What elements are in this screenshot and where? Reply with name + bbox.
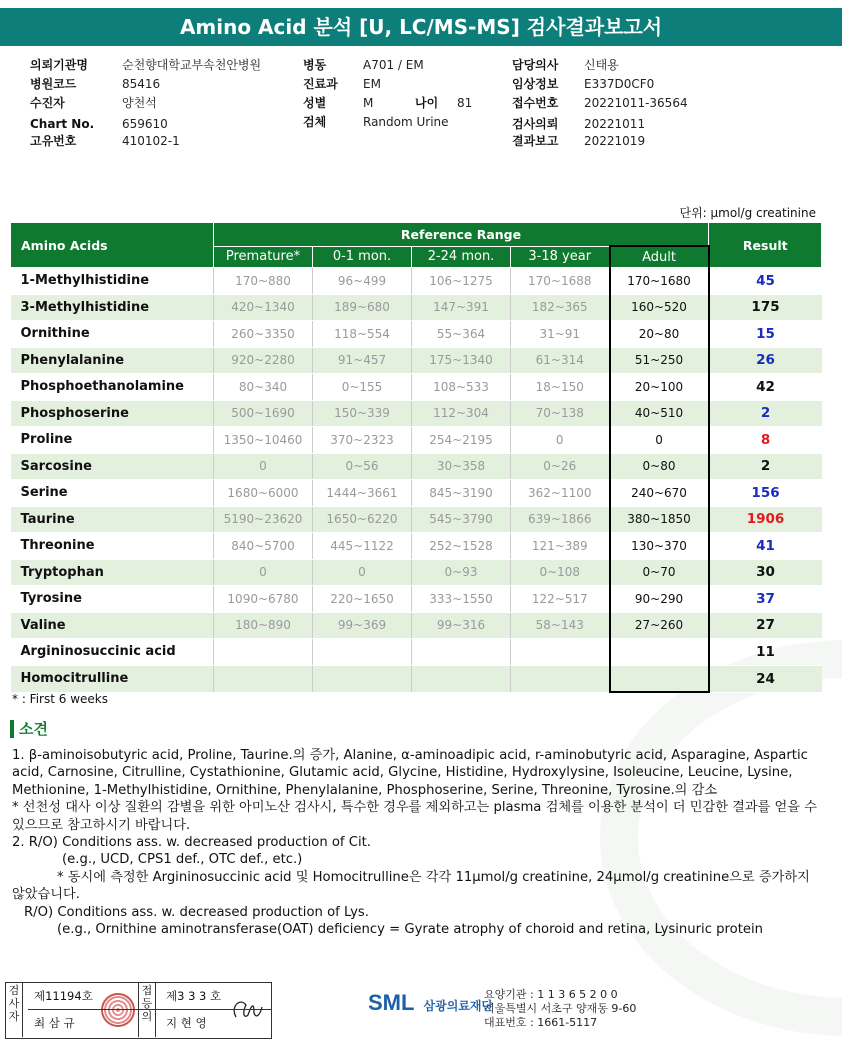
- reference-range-cell: 31~91: [511, 321, 610, 348]
- reference-range-cell: 545~3790: [412, 506, 511, 533]
- header-2-24-mon: 2-24 mon.: [412, 246, 511, 268]
- meta-value: 20221011: [584, 117, 646, 131]
- reference-range-cell: 150~339: [313, 400, 412, 427]
- inspector-name: 최 삼 규: [34, 1016, 75, 1030]
- amino-acid-name: Ornithine: [11, 321, 214, 348]
- reviewer-license: 제3 3 3 호: [166, 989, 222, 1003]
- adult-range-cell: [610, 639, 709, 666]
- finding-line: (e.g., Ornithine aminotransferase(OAT) deficiency = Gyrate atrophy of choroid and retina, Lysinuric protein: [57, 922, 764, 938]
- table-row: [11, 586, 822, 613]
- reference-range-cell: [511, 665, 610, 692]
- reference-range-cell: 420~1340: [214, 294, 313, 321]
- reference-range-cell: [412, 639, 511, 666]
- meta-label: 고유번호: [30, 134, 77, 148]
- reference-range-cell: 5190~23620: [214, 506, 313, 533]
- meta-value: 20221011-36564: [584, 96, 688, 110]
- reference-range-cell: 1090~6780: [214, 586, 313, 613]
- reference-range-cell: [412, 665, 511, 692]
- adult-range-cell: 130~370: [610, 533, 709, 560]
- meta-label: 담당의사: [512, 58, 559, 72]
- reference-range-cell: 91~457: [313, 347, 412, 374]
- amino-acid-rows: [11, 268, 822, 693]
- reference-range-cell: 260~3350: [214, 321, 313, 348]
- seal-stamp: [101, 993, 135, 1027]
- meta-value: 양천석: [122, 96, 157, 110]
- reference-range-cell: 639~1866: [511, 506, 610, 533]
- reference-range-cell: 99~369: [313, 612, 412, 639]
- reference-range-cell: 333~1550: [412, 586, 511, 613]
- amino-acid-name: Sarcosine: [11, 453, 214, 480]
- result-value: 27: [709, 612, 822, 639]
- adult-range-cell: 0~80: [610, 453, 709, 480]
- meta-label: 병동: [303, 58, 327, 72]
- meta-label: 성별: [303, 96, 327, 110]
- reference-range-cell: 96~499: [313, 268, 412, 295]
- reference-range-cell: 80~340: [214, 374, 313, 401]
- reference-range-cell: 254~2195: [412, 427, 511, 454]
- phone-line: 대표번호 : 1661-5117: [484, 1016, 598, 1029]
- result-value: 30: [709, 559, 822, 586]
- table-row: [11, 533, 822, 560]
- reference-range-cell: 920~2280: [214, 347, 313, 374]
- reference-range-cell: 0: [214, 453, 313, 480]
- result-value: 15: [709, 321, 822, 348]
- table-row: [11, 400, 822, 427]
- meta-label: 접수번호: [512, 96, 559, 110]
- table-row: [11, 347, 822, 374]
- company-name: 삼광의료재단: [423, 999, 494, 1013]
- reference-range-cell: 58~143: [511, 612, 610, 639]
- table-row: [11, 480, 822, 507]
- adult-range-cell: 90~290: [610, 586, 709, 613]
- adult-range-cell: 0~70: [610, 559, 709, 586]
- signature-mark: [228, 993, 266, 1027]
- reviewer-name: 지 현 영: [166, 1016, 207, 1030]
- header-adult: Adult: [610, 246, 709, 268]
- age-label: 나이: [415, 96, 439, 110]
- reference-range-cell: 175~1340: [412, 347, 511, 374]
- meta-value: 20221019: [584, 134, 646, 148]
- reference-range-cell: 0~93: [412, 559, 511, 586]
- header-amino-acids: Amino Acids: [11, 223, 214, 268]
- amino-acid-name: 1-Methylhistidine: [11, 268, 214, 295]
- result-value: 8: [709, 427, 822, 454]
- meta-label: 병원코드: [30, 77, 77, 91]
- reference-range-cell: 118~554: [313, 321, 412, 348]
- address-line: 서울특별시 서초구 양재동 9-60: [484, 1002, 637, 1015]
- amino-acid-name: Phenylalanine: [11, 347, 214, 374]
- finding-line: 1. β-aminoisobutyric acid, Proline, Taurine.의 증가, Alanine, α-aminoadipic acid, r-aminobutyric acid, Asparagine, Aspartic acid, Carnosine, Citrulline, Cystathionine, Glutamic acid, Glycine, Histidine, Hydroxylysine, Isoleucine, Leucine, Lysine, Methionine, 1-Methylhistidine, Ornithine, Phenylalanine, Phosphoserine, Serine, Threonine, Tyrosine.의 감소: [12, 748, 808, 798]
- reference-range-cell: [313, 639, 412, 666]
- meta-label: 진료과: [303, 77, 338, 91]
- adult-range-cell: 27~260: [610, 612, 709, 639]
- table-row: [11, 268, 822, 295]
- meta-label: 검사의뢰: [512, 117, 559, 131]
- adult-range-cell: 40~510: [610, 400, 709, 427]
- amino-acid-name: Proline: [11, 427, 214, 454]
- reference-range-cell: 182~365: [511, 294, 610, 321]
- institution-code: 요양기관 : 1 1 3 6 5 2 0 0: [484, 988, 618, 1001]
- meta-value: EM: [363, 77, 381, 91]
- result-value: 24: [709, 665, 822, 692]
- reference-range-cell: [214, 639, 313, 666]
- amino-acid-name: Tryptophan: [11, 559, 214, 586]
- reference-range-cell: 106~1275: [412, 268, 511, 295]
- reference-range-cell: 0: [511, 427, 610, 454]
- age-value: 81: [457, 96, 473, 110]
- result-value: 11: [709, 639, 822, 666]
- table-row: [11, 639, 822, 666]
- reference-range-cell: 500~1690: [214, 400, 313, 427]
- adult-range-cell: 51~250: [610, 347, 709, 374]
- sml-logo: SML: [368, 990, 415, 1015]
- company-address: [484, 988, 636, 1030]
- amino-acid-name: Valine: [11, 612, 214, 639]
- header-3-18-year: 3-18 year: [511, 246, 610, 268]
- amino-acid-name: Phosphoethanolamine: [11, 374, 214, 401]
- meta-label: 임상정보: [512, 77, 559, 91]
- reference-range-cell: 252~1528: [412, 533, 511, 560]
- reference-range-cell: 170~880: [214, 268, 313, 295]
- report-footer: [0, 980, 842, 1046]
- reference-range-cell: 30~358: [412, 453, 511, 480]
- adult-range-cell: [610, 665, 709, 692]
- amino-acid-name: Tyrosine: [11, 586, 214, 613]
- result-value: 37: [709, 586, 822, 613]
- company-logo: [368, 990, 493, 1016]
- amino-acid-table: [10, 222, 822, 693]
- reference-range-cell: 112~304: [412, 400, 511, 427]
- reference-range-cell: 18~150: [511, 374, 610, 401]
- meta-value: 신태용: [584, 58, 619, 72]
- header-premature: Premature*: [214, 246, 313, 268]
- finding-line: (e.g., UCD, CPS1 def., OTC def., etc.): [62, 852, 303, 868]
- meta-label: 의뢰기관명: [30, 58, 88, 72]
- amino-acid-name: Homocitrulline: [11, 665, 214, 692]
- meta-value: 410102-1: [122, 134, 180, 148]
- amino-acid-name: Phosphoserine: [11, 400, 214, 427]
- reference-range-cell: 1444~3661: [313, 480, 412, 507]
- divider: [28, 1009, 271, 1010]
- meta-value: 659610: [122, 117, 168, 131]
- reference-range-cell: 1350~10460: [214, 427, 313, 454]
- table-row: [11, 294, 822, 321]
- result-value: 2: [709, 453, 822, 480]
- reference-range-cell: 362~1100: [511, 480, 610, 507]
- table-row: [11, 374, 822, 401]
- meta-label: 수진자: [30, 96, 65, 110]
- meta-label: 결과보고: [512, 134, 559, 148]
- meta-label: 검체: [303, 115, 327, 129]
- finding-line: 2. R/O) Conditions ass. w. decreased production of Cit.: [12, 835, 372, 851]
- adult-range-cell: 240~670: [610, 480, 709, 507]
- reference-range-cell: 180~890: [214, 612, 313, 639]
- header-reference-range: Reference Range: [214, 223, 709, 247]
- adult-range-cell: 160~520: [610, 294, 709, 321]
- result-value: 1906: [709, 506, 822, 533]
- meta-value: E337D0CF0: [584, 77, 655, 91]
- table-row: [11, 427, 822, 454]
- adult-range-cell: 20~80: [610, 321, 709, 348]
- table-row: [11, 559, 822, 586]
- meta-value: Random Urine: [363, 115, 449, 129]
- reference-range-cell: 370~2323: [313, 427, 412, 454]
- result-value: 156: [709, 480, 822, 507]
- meta-value: M: [363, 96, 374, 110]
- amino-acid-name: Argininosuccinic acid: [11, 639, 214, 666]
- reference-range-cell: 122~517: [511, 586, 610, 613]
- result-value: 41: [709, 533, 822, 560]
- meta-value: A701 / EM: [363, 58, 424, 72]
- reference-range-cell: 189~680: [313, 294, 412, 321]
- meta-value: 순천향대학교부속천안병원: [122, 58, 262, 72]
- amino-acid-name: 3-Methylhistidine: [11, 294, 214, 321]
- finding-line: R/O) Conditions ass. w. decreased production of Lys.: [24, 904, 369, 920]
- reference-range-cell: 220~1650: [313, 586, 412, 613]
- reference-range-cell: 0~56: [313, 453, 412, 480]
- result-value: 45: [709, 268, 822, 295]
- table-row: [11, 453, 822, 480]
- reference-range-cell: 61~314: [511, 347, 610, 374]
- reference-range-cell: 121~389: [511, 533, 610, 560]
- header-result: Result: [709, 223, 822, 268]
- reference-range-cell: 170~1688: [511, 268, 610, 295]
- reference-range-cell: 0: [214, 559, 313, 586]
- meta-value: 85416: [122, 77, 161, 91]
- footnote: * : First 6 weeks: [12, 692, 108, 706]
- report-title: Amino Acid 분석 [U, LC/MS-MS] 검사결과보고서: [0, 8, 842, 46]
- reference-range-cell: 1650~6220: [313, 506, 412, 533]
- reference-range-cell: 1680~6000: [214, 480, 313, 507]
- reference-range-cell: 445~1122: [313, 533, 412, 560]
- result-value: 26: [709, 347, 822, 374]
- meta-label: Chart No.: [30, 117, 95, 131]
- amino-acid-name: Taurine: [11, 506, 214, 533]
- adult-range-cell: 170~1680: [610, 268, 709, 295]
- reference-range-cell: 147~391: [412, 294, 511, 321]
- finding-line: * 동시에 측정한 Argininosuccinic acid 및 Homocitrulline은 각각 11μmol/g creatinine, 24μmol/g creatinine으로 증가하지 않았습니다.: [12, 869, 810, 903]
- reviewer-label: 접등의: [138, 983, 156, 1037]
- reference-range-cell: 0~26: [511, 453, 610, 480]
- reference-range-cell: [313, 665, 412, 692]
- reference-range-cell: 55~364: [412, 321, 511, 348]
- reference-range-cell: 99~316: [412, 612, 511, 639]
- table-row: [11, 321, 822, 348]
- amino-acid-name: Serine: [11, 480, 214, 507]
- reference-range-cell: 845~3190: [412, 480, 511, 507]
- adult-range-cell: 0: [610, 427, 709, 454]
- result-value: 2: [709, 400, 822, 427]
- inspector-license: 제11194호: [34, 989, 93, 1003]
- result-value: 175: [709, 294, 822, 321]
- amino-acid-name: Threonine: [11, 533, 214, 560]
- findings-title: 소견: [10, 720, 48, 738]
- reference-range-cell: [511, 639, 610, 666]
- reference-range-cell: 70~138: [511, 400, 610, 427]
- inspector-label: 검사자: [6, 983, 23, 1037]
- table-row: [11, 612, 822, 639]
- reference-range-cell: 0: [313, 559, 412, 586]
- reference-range-cell: 0~155: [313, 374, 412, 401]
- reference-range-cell: [214, 665, 313, 692]
- signature-box: [5, 982, 272, 1039]
- reference-range-cell: 840~5700: [214, 533, 313, 560]
- adult-range-cell: 20~100: [610, 374, 709, 401]
- result-value: 42: [709, 374, 822, 401]
- table-row: [11, 506, 822, 533]
- header-0-1-mon: 0-1 mon.: [313, 246, 412, 268]
- unit-label: 단위: μmol/g creatinine: [679, 206, 816, 220]
- findings-text: [12, 747, 822, 938]
- adult-range-cell: 380~1850: [610, 506, 709, 533]
- table-row: [11, 665, 822, 692]
- reference-range-cell: 108~533: [412, 374, 511, 401]
- finding-line: * 선천성 대사 이상 질환의 감별을 위한 아미노산 검사시, 특수한 경우를 제외하고는 plasma 검체를 이용한 분석이 더 민감한 결과를 얻을 수 있으므로 참고하시기 바랍니다.: [12, 800, 817, 833]
- reference-range-cell: 0~108: [511, 559, 610, 586]
